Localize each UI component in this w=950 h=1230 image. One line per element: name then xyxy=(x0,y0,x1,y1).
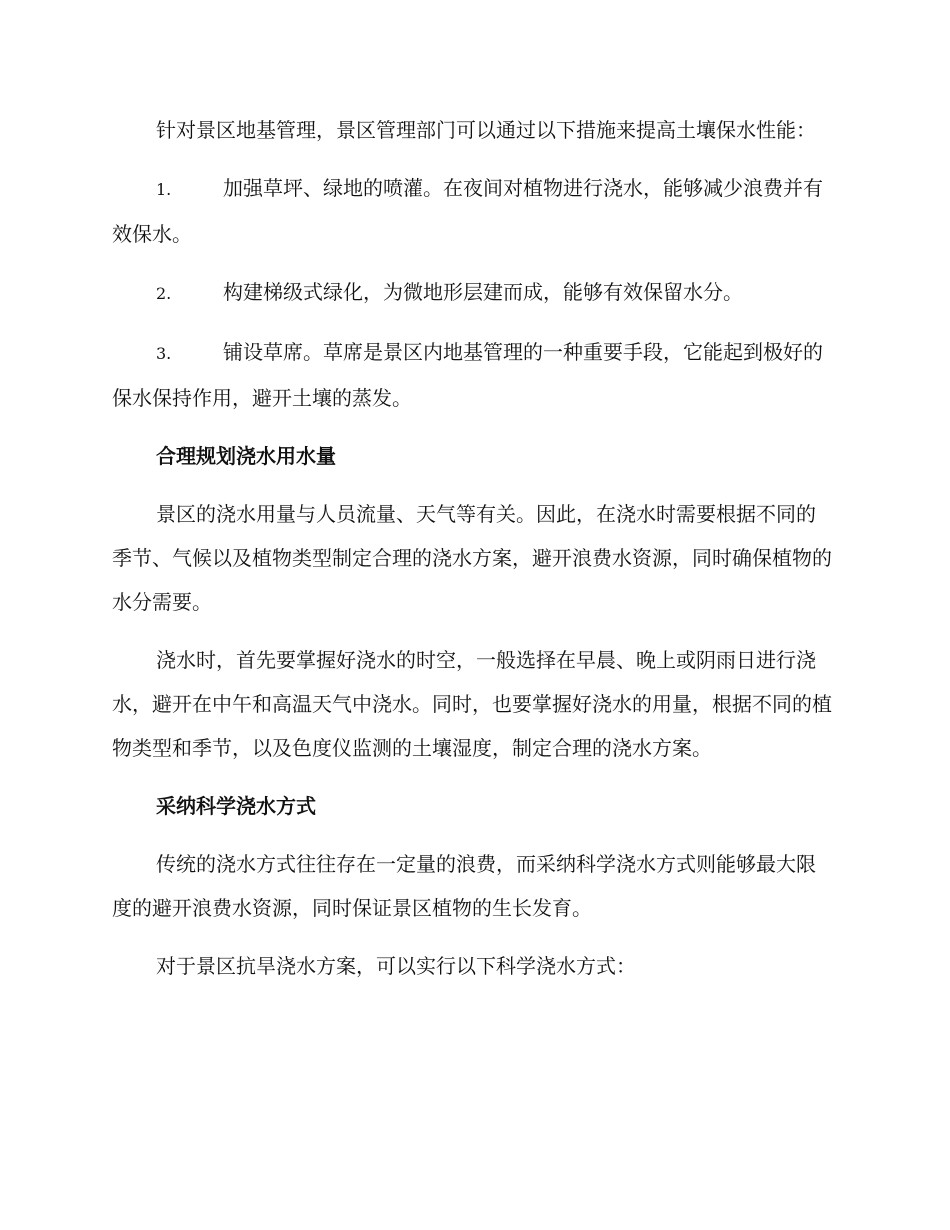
list-item-text: 构建梯级式绿化，为微地形层建而成，能够有效保留水分。 xyxy=(223,280,743,304)
list-item xyxy=(112,270,834,316)
list-item xyxy=(112,166,834,256)
section-heading-watering-volume: 合理规划浇水用水量 xyxy=(156,444,336,468)
list-item xyxy=(112,330,834,420)
list-item-text: 加强草坪、绿地的喷灌。在夜间对植物进行浇水，能够减少浪费并有效保水。 xyxy=(112,176,823,246)
body-paragraph: 对于景区抗旱浇水方案，可以实行以下科学浇水方式： xyxy=(156,954,636,978)
body-paragraph: 传统的浇水方式往往存在一定量的浪费，而采纳科学浇水方式则能够最大限度的避开浪费水资源，同时保证景区植物的生长发育。 xyxy=(112,852,816,920)
list-item-number: 1. xyxy=(156,180,172,199)
document-page xyxy=(112,108,834,1002)
list-item-text: 铺设草席。草席是景区内地基管理的一种重要手段，它能起到极好的保水保持作用，避开土壤的蒸发。 xyxy=(112,340,823,410)
body-paragraph: 浇水时，首先要掌握好浇水的时空，一般选择在早晨、晚上或阴雨日进行浇水，避开在中午和高温天气中浇水。同时，也要掌握好浇水的用量，根据不同的植物类型和季节，以及色度仪监测的土壤湿度，制定合理的浇水方案。 xyxy=(112,648,832,760)
intro-paragraph: 针对景区地基管理，景区管理部门可以通过以下措施来提高土壤保水性能： xyxy=(156,118,816,142)
section-heading-scientific-watering: 采纳科学浇水方式 xyxy=(156,794,316,818)
list-item-number: 2. xyxy=(156,284,172,303)
body-paragraph: 景区的浇水用量与人员流量、天气等有关。因此，在浇水时需要根据不同的季节、气候以及植物类型制定合理的浇水方案，避开浪费水资源，同时确保植物的水分需要。 xyxy=(112,502,832,614)
list-item-number: 3. xyxy=(156,344,172,363)
